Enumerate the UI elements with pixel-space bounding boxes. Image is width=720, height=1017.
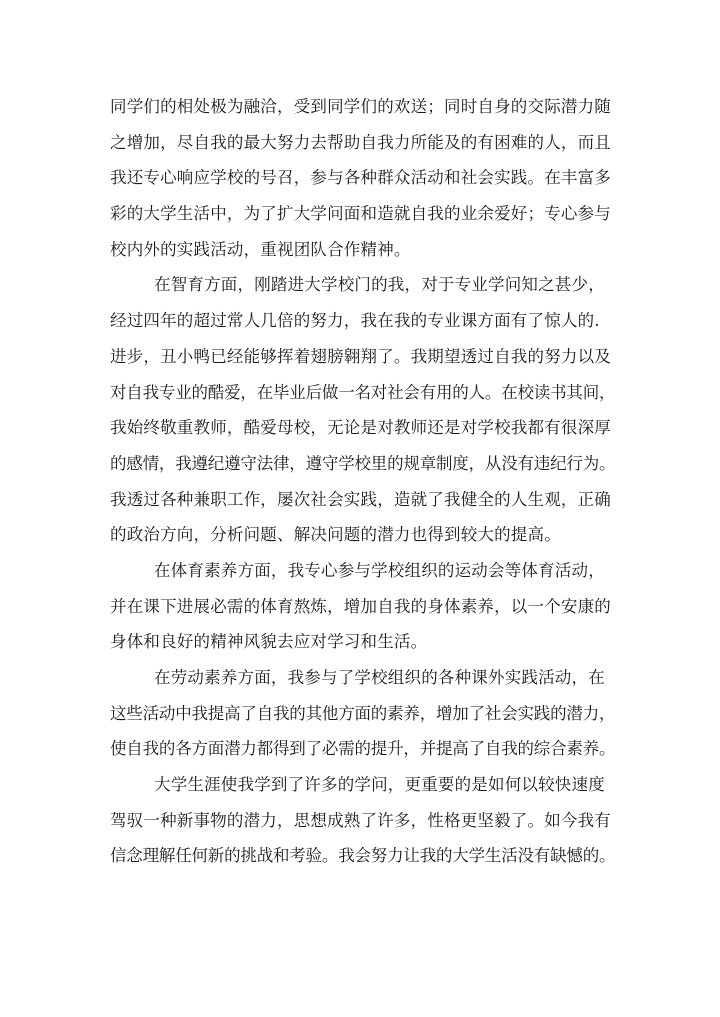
paragraph-start-line: 在智育方面，刚踏进大学校门的我，对于专业学问知之甚少，: [154, 275, 605, 295]
text-line: 身体和良好的精神风貌去应对学习和生活。: [110, 632, 428, 652]
paragraph-start-line: 在体育素养方面，我专心参与学校组织的运动会等体育活动，: [154, 560, 605, 580]
text-line: 之增加，尽自我的最大努力去帮助自我力所能及的有困难的人，而且: [110, 132, 611, 152]
text-line: 校内外的实践活动，重视团队合作精神。: [110, 239, 411, 259]
text-line: 进步，丑小鸭已经能够挥着翅膀翱翔了。我期望透过自我的努力以及: [110, 346, 611, 366]
text-line: 信念理解任何新的挑战和考验。我会努力让我的大学生活没有缺憾的。: [110, 846, 616, 866]
text-line: 我透过各种兼职工作，屡次社会实践，造就了我健全的人生观，正确: [110, 489, 611, 509]
text-line: 并在课下进展必需的体育熬炼，增加自我的身体素养，以一个安康的: [110, 596, 611, 616]
text-line: 的政治方向，分析问题、解决问题的潜力也得到较大的提高。: [110, 525, 561, 545]
text-line: 的感情，我遵纪遵守法律，遵守学校里的规章制度，从没有违纪行为。: [110, 453, 616, 473]
text-line: 我始终敬重教师，酷爱母校，无论是对教师还是对学校我都有很深厚: [110, 418, 611, 438]
paragraph-start-line: 在劳动素养方面，我参与了学校组织的各种课外实践活动，在: [154, 668, 605, 687]
paragraph-start-line: 大学生涯使我学到了许多的学问，更重要的是如何以较快速度: [154, 775, 605, 795]
text-line: 驾驭一种新事物的潜力，思想成熟了许多，性格更坚毅了。如今我有: [110, 810, 611, 830]
text-line: 同学们的相处极为融洽，受到同学们的欢送；同时自身的交际潜力随: [110, 97, 611, 116]
text-line: 我还专心响应学校的号召，参与各种群众活动和社会实践。在丰富多: [110, 168, 611, 188]
text-line: 对自我专业的酷爱，在毕业后做一名对社会有用的人。在校读书其间，: [110, 382, 616, 402]
text-line: 使自我的各方面潜力都得到了必需的提升，并提高了自我的综合素养。: [110, 739, 616, 759]
text-line: 彩的大学生活中，为了扩大学问面和造就自我的业余爱好；专心参与: [110, 204, 611, 224]
text-line: 经过四年的超过常人几倍的努力，我在我的专业课方面有了惊人的.: [110, 311, 600, 331]
text-line: 这些活动中我提高了自我的其他方面的素养，增加了社会实践的潜力，: [110, 703, 616, 723]
document-body: [110, 89, 615, 874]
